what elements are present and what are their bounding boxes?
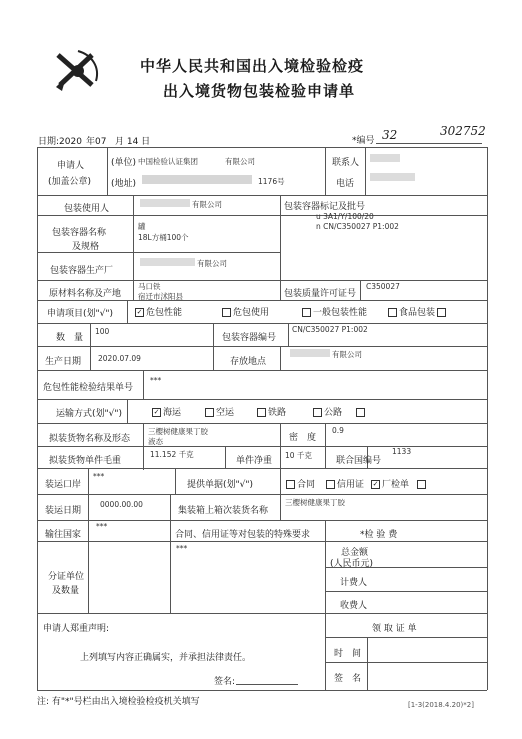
docs-label: 提供单据(划"√") [187,480,254,490]
transport-air[interactable]: 空运 [203,405,234,418]
fee-collector-label: 收费人 [340,601,368,611]
unit-qty-label-2: 及数量 [52,586,80,596]
serial-label: *编号 [352,136,375,146]
destination-value: *** [96,522,108,531]
date-month: 年07 [86,137,107,147]
transport-label: 运输方式(划"√") [56,409,123,419]
special-requirements-label: 合同、信用证等对包装的特殊要求 [175,530,311,540]
doc-letter-of-credit[interactable]: 信用证 [324,477,364,490]
port-value: *** [93,472,105,481]
applicant-address-suffix: 1176号 [258,177,285,186]
checkbox-letter-of-credit[interactable] [326,480,335,489]
checkbox-air[interactable] [205,408,214,417]
declaration-text: 上列填写内容正确属实，并承担法律责任。 [80,653,252,663]
footer-note: 注: 有"*"号栏由出入境检验检疫机关填写 [37,697,200,707]
gross-weight-label: 拟装货物单件毛重 [49,456,122,466]
applicant-unit-label: (单位) [111,158,137,168]
checkbox-factory-inspection-checked[interactable]: ✓ [372,480,379,488]
checkbox-general-package[interactable] [302,308,311,317]
transport-road[interactable]: 公路 [311,405,367,418]
redacted-manufacturer [140,258,195,266]
total-amount-currency: (人民币元) [330,559,374,569]
option-danger-use[interactable]: 危包使用 [220,305,269,318]
container-goods-value: 三樱树健康果丁胶 [285,498,345,507]
quantity-label: 数 量 [56,333,84,343]
unit-qty-label-1: 分证单位 [48,572,85,582]
density-value: 0.9 [332,426,344,435]
container-code-label: 包装容器编号 [222,333,277,343]
container-name-label: 包装容器名称 [52,228,107,238]
checkbox-docs-extra[interactable] [417,480,426,489]
container-mark-label: 包装容器标记及批号 [284,202,366,212]
checkbox-extra[interactable] [437,308,446,317]
checkbox-danger-performance-checked[interactable]: ✓ [136,308,143,316]
un-number-label: 联合国编号 [336,456,382,466]
applicant-unit-suffix: 有限公司 [225,157,255,166]
license-label: 包装质量许可证号 [284,289,357,299]
production-date-value: 2020.07.09 [98,354,141,363]
form-code: [1-3(2018.4.20)*2] [408,701,474,709]
goods-name-value-2: 液态 [148,437,163,446]
redacted-address [142,175,252,184]
ship-date-label: 装运日期 [45,506,82,516]
form-title-line2: 出入境货物包装检验申请单 [163,82,356,100]
material-value-1: 马口铁 [138,282,161,291]
manufacturer-value: 有限公司 [197,259,227,268]
redacted-package-user [140,199,190,207]
ciq-emblem-logo [52,47,104,95]
receipt-time-label: 时 间 [334,649,362,659]
quantity-value: 100 [95,327,110,336]
checkbox-transport-extra[interactable] [356,408,365,417]
storage-label: 存放地点 [230,357,267,367]
redacted-contact [370,154,400,162]
phone-label: 电话 [336,179,355,189]
checkbox-danger-use[interactable] [222,308,231,317]
container-mark-value-2: n CN/C350027 P1:002 [316,222,399,231]
declaration-sign-label: 签名: [214,677,236,687]
container-name-value: 罐 [138,222,146,231]
checkbox-rail[interactable] [257,408,266,417]
serial-handwritten-prefix: 32 [382,128,398,142]
checkbox-road[interactable] [313,408,322,417]
density-label: 密 度 [289,433,317,443]
transport-sea[interactable]: ✓ 海运 [153,408,182,418]
applicant-address-label: (地址) [111,179,137,189]
option-general-package[interactable]: 一般包装性能 [300,305,367,318]
applicant-seal-note: (加盖公章) [48,177,92,187]
ship-date-value: 0000.00.00 [100,500,143,509]
date-year: 日期:2020 [38,137,82,147]
inspection-fee-label: *检 验 费 [360,530,398,540]
storage-value: 有限公司 [332,350,362,359]
transport-rail[interactable]: 铁路 [255,405,286,418]
doc-factory-inspection[interactable]: ✓ 厂检单 [369,477,428,490]
license-value: C350027 [366,282,400,291]
gross-weight-value: 11.152 千克 [150,450,194,459]
material-label: 原材料名称及产地 [49,289,122,299]
applicant-unit-value: 中国检验认证集团 [138,157,198,166]
package-user-label: 包装使用人 [64,204,110,214]
goods-name-value-1: 三樱树健康果丁胶 [148,427,208,436]
date-day: 月 14 日 [115,137,151,147]
net-weight-value: 10 千克 [285,451,312,460]
danger-result-value: *** [150,376,162,385]
option-food-package[interactable]: 食品包装 [386,305,448,318]
container-spec-label: 及规格 [72,242,100,252]
manufacturer-label: 包装容器生产厂 [50,266,114,276]
danger-result-label: 危包性能检验结果单号 [43,383,134,393]
fee-calculator-label: 计费人 [340,578,368,588]
inspection-items-label: 申请项目(划"√") [47,309,114,319]
checkbox-contract[interactable] [286,480,295,489]
declaration-label: 申请人郑重声明: [43,624,110,634]
container-mark-value-1: u 3A1/Y/100/20 [316,212,374,221]
destination-label: 输往国家 [45,530,82,540]
checkbox-sea-checked[interactable]: ✓ [153,408,160,416]
package-user-value: 有限公司 [192,200,222,209]
receipt-label: 领 取 证 单 [372,624,417,634]
contact-label: 联系人 [332,158,360,168]
serial-handwritten-number: 302752 [440,124,486,138]
port-label: 装运口岸 [45,480,82,490]
container-spec-value: 18L方桶100个 [138,233,189,242]
doc-contract[interactable]: 合同 [284,477,315,490]
material-value-2: 宿迁市沭阳县 [138,292,183,301]
checkbox-food-package[interactable] [388,308,397,317]
option-danger-performance[interactable]: ✓ 危包性能 [136,308,183,318]
applicant-label: 申请人 [57,161,85,171]
form-title-line1: 中华人民共和国出入境检验检疫 [140,57,365,75]
container-goods-label: 集装箱上箱次装货名称 [178,506,269,516]
goods-name-label: 拟装货物名称及形态 [49,434,131,444]
unit-qty-value: *** [176,544,188,553]
container-code-value: CN/C350027 P1:002 [292,325,368,334]
redacted-storage [290,349,330,357]
receipt-sign-label: 签 名 [334,674,362,684]
total-amount-label: 总金额 [341,548,369,558]
production-date-label: 生产日期 [45,357,82,367]
un-number-value: 1133 [392,447,412,456]
net-weight-label: 单件净重 [236,456,273,466]
redacted-phone [370,173,415,181]
